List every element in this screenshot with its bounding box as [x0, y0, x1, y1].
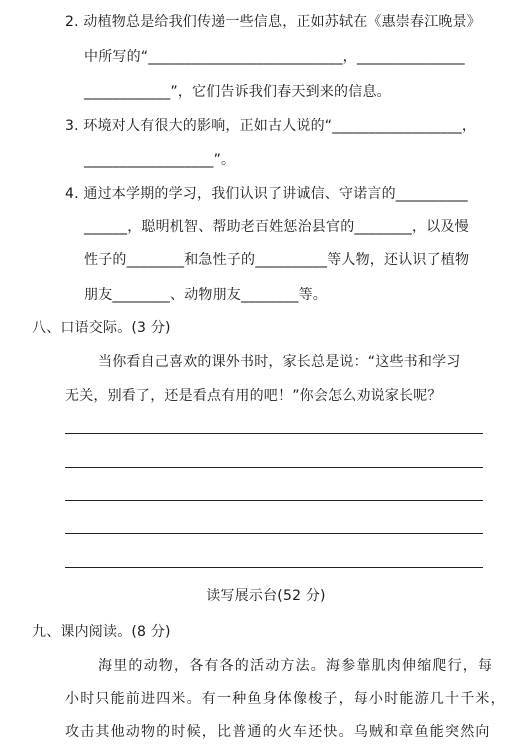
reading-line-1: 海里的动物，各有各的活动方法。海参靠肌肉伸缩爬行，每	[98, 658, 494, 674]
q4-line-1: 4. 通过本学期的学习，我们认识了讲诚信、守诺言的__________	[65, 186, 468, 202]
q4-line-3: 性子的________和急性子的__________等人物，还认识了植物	[84, 252, 470, 268]
q3-line-2: __________________”。	[84, 152, 236, 168]
section-8-para-line-1: 当你看自己喜欢的课外书时，家长总是说：“这些书和学习	[98, 354, 461, 370]
q3-line-1: 3. 环境对人有很大的影响，正如古人说的“__________________，	[65, 118, 477, 134]
answer-line	[65, 533, 483, 534]
q2-line-2: 中所写的“___________________________，_______________	[84, 49, 465, 65]
answer-line	[65, 500, 483, 501]
q4-line-2: ______，聪明机智、帮助老百姓惩治县官的________，以及慢	[84, 219, 469, 235]
section-8-para-line-2: 无关，别看了，还是看点有用的吧！”你会怎么劝说家长呢？	[65, 388, 442, 404]
answer-line	[65, 433, 483, 434]
section-title: 读写展示台(52 分)	[206, 588, 326, 604]
section-9-heading: 九、课内阅读。(8 分)	[32, 624, 171, 640]
q4-line-4: 朋友________、动物朋友________等。	[84, 287, 327, 303]
q2-line-3: ____________”，它们告诉我们春天到来的信息。	[84, 84, 391, 100]
q2-line-1: 2. 动植物总是给我们传递一些信息，正如苏轼在《惠崇春江晚景》	[65, 14, 482, 30]
reading-line-3: 攻击其他动物的时候，比普通的火车还快。乌贼和章鱼能突然向	[65, 724, 491, 740]
section-8-heading: 八、口语交际。(3 分)	[32, 320, 171, 336]
reading-line-2: 小时只能前进四米。有一种鱼身体像梭子，每小时能游几十千米，	[65, 691, 506, 707]
answer-line	[65, 567, 483, 568]
answer-line	[65, 467, 483, 468]
